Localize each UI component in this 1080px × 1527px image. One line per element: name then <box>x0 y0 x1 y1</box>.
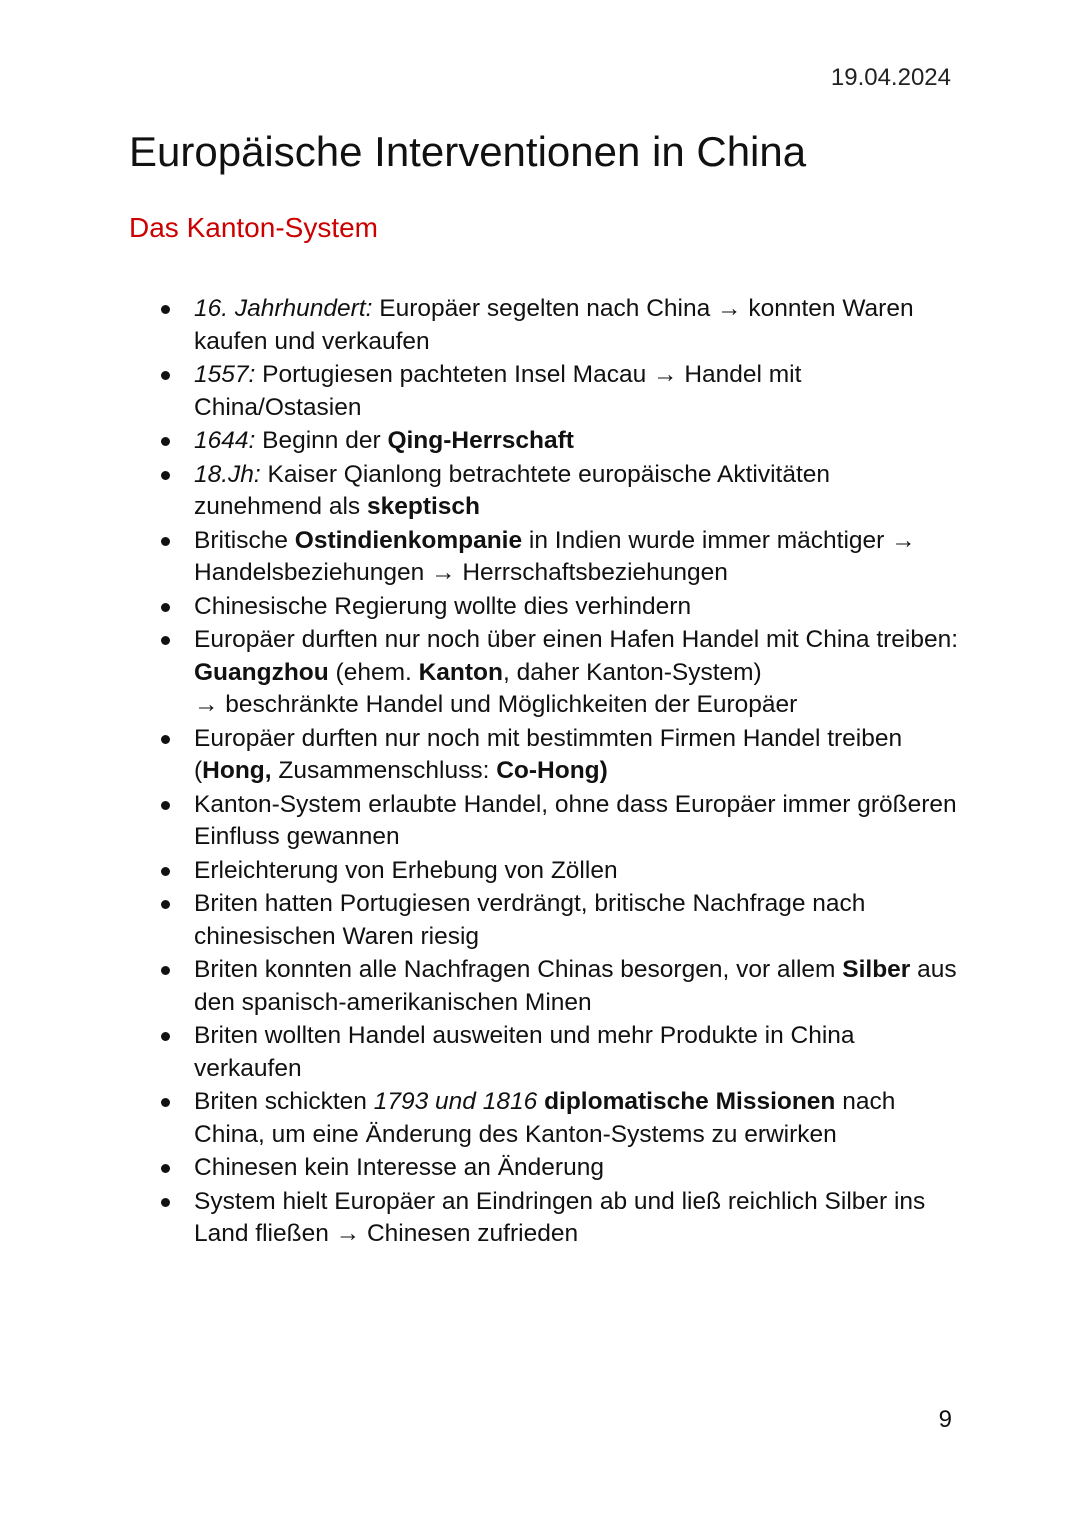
bullet-item <box>194 591 964 624</box>
bullet-text-segment: Kanton <box>418 658 503 686</box>
bullet-text-segment: aus den spanisch-amerikanischen Minen <box>194 956 957 1016</box>
bullet-text-segment: → beschränkte Handel und Möglichkeiten der Europäer <box>194 691 798 718</box>
bullet-text-segment: System hielt Europäer an Eindringen ab und ließ reichlich Silber ins Land fließen → Chinesen zufrieden <box>194 1187 926 1247</box>
bullet-item <box>194 723 964 788</box>
bullet-text-segment: Europäer durften nur noch mit bestimmten Firmen Handel treiben ( <box>194 724 903 784</box>
bullet-text-segment: , daher Kanton-System) <box>502 658 762 686</box>
bullet-text-segment: Briten schickten <box>194 1088 374 1115</box>
date-label: 19.04.2024 <box>830 64 951 91</box>
bullet-text-segment: 1557: <box>194 361 256 388</box>
bullet-text-segment: Erleichterung von Erhebung von Zöllen <box>194 856 618 884</box>
bullet-item <box>194 525 964 590</box>
bullet-item <box>194 359 964 424</box>
bullet-text-segment: Chinesische Regierung wollte dies verhindern <box>194 592 692 620</box>
bullet-text-segment: Kaiser Qianlong betrachtete europäische Aktivitäten zunehmend als <box>194 460 831 520</box>
bullet-text-segment: 16. Jahrhundert: <box>194 295 373 322</box>
bullet-text-segment: 18.Jh: <box>194 460 261 488</box>
bullet-text-segment: Britische <box>194 526 295 554</box>
bullet-item <box>194 789 964 854</box>
bullet-text-segment: in Indien wurde immer mächtiger → Handelsbeziehungen → Herrschaftsbeziehungen <box>194 526 916 586</box>
bullet-text-segment: nach China, um eine Änderung des Kanton-Systems zu erwirken <box>194 1088 896 1148</box>
bullet-item <box>194 459 964 524</box>
bullet-text-segment: Briten hatten Portugiesen verdrängt, britische Nachfrage nach chinesischen Waren riesig <box>194 890 866 950</box>
bullet-text-segment: 1793 und 1816 <box>373 1088 538 1115</box>
bullet-item <box>194 293 964 358</box>
bullet-item <box>194 624 964 722</box>
bullet-text-segment: Briten konnten alle Nachfragen Chinas besorgen, vor allem <box>194 956 843 983</box>
bullet-text-segment: (ehem. <box>328 658 419 686</box>
bullet-text-segment: Zusammenschluss: <box>271 757 497 784</box>
page-title: Europäische Interventionen in China <box>129 128 807 175</box>
bullet-text-segment: Europäer durften nur noch über einen Hafen Handel mit China treiben: <box>194 626 959 653</box>
bullet-item <box>194 888 964 953</box>
bullet-list <box>194 293 964 1252</box>
bullet-item <box>194 1152 964 1185</box>
bullet-text-segment: diplomatische Missionen <box>544 1088 836 1115</box>
bullet-item <box>194 855 964 888</box>
bullet-text-segment: Ostindienkompanie <box>294 526 523 554</box>
bullet-text-segment: Chinesen kein Interesse an Änderung <box>194 1154 604 1181</box>
section-heading: Das Kanton-System <box>129 212 378 243</box>
bullet-text-segment: Beginn der <box>255 427 388 454</box>
bullet-item <box>194 1020 964 1085</box>
bullet-text-segment: 1644: <box>194 427 256 454</box>
bullet-text-segment: Co-Hong) <box>496 757 608 784</box>
bullet-text-segment: Portugiesen pachteten Insel Macau → Handel mit China/Ostasien <box>194 361 802 421</box>
page-number: 9 <box>938 1406 952 1433</box>
bullet-text-segment: Kanton-System erlaubte Handel, ohne dass Europäer immer größeren Einfluss gewannen <box>194 790 957 850</box>
bullet-item <box>194 1186 964 1251</box>
bullet-text-segment: Silber <box>842 956 911 983</box>
bullet-text-segment: Briten wollten Handel ausweiten und mehr Produkte in China verkaufen <box>194 1022 855 1082</box>
bullet-item <box>194 425 964 458</box>
bullet-text-segment: skeptisch <box>366 493 481 520</box>
bullet-text-segment: Hong, <box>202 757 272 784</box>
bullet-text-segment: Europäer segelten nach China → konnten Waren kaufen und verkaufen <box>194 295 914 355</box>
bullet-text-segment: Guangzhou <box>194 658 329 686</box>
bullet-item <box>194 1086 964 1151</box>
bullet-text-segment: Qing-Herrschaft <box>387 427 574 454</box>
bullet-item <box>194 954 964 1019</box>
